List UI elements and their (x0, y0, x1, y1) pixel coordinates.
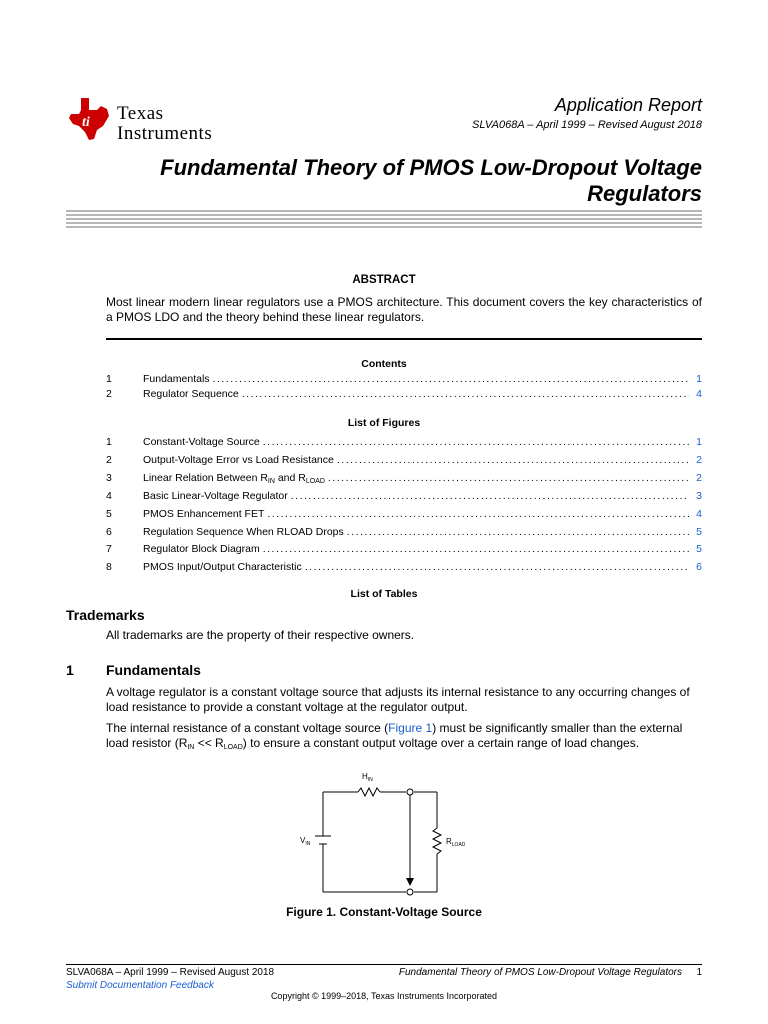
document-id: SLVA068A – April 1999 – Revised August 2018 (472, 119, 702, 131)
svg-text:HIN: $H_{IN}$ (362, 772, 373, 783)
page-link[interactable]: 5 (696, 526, 702, 538)
figure-list-row[interactable]: 6 Regulation Sequence When RLOAD Drops ..... 5 (106, 525, 702, 539)
page-link[interactable]: 5 (696, 543, 702, 555)
document-type: Application Report (554, 95, 702, 115)
page-link[interactable]: 1 (696, 436, 702, 448)
section-1-paragraph-2: The internal resistance of a constant voltage source (Figure 1) must be significantly smaller than the external load resistor $(R_{IN} << R_{LOAD})$ to ensure a constant output voltage over a certain range of load changes. (106, 721, 683, 751)
figure-1-caption: Figure 1. Constant-Voltage Source (286, 905, 482, 919)
figure-list-row[interactable]: 3 Linear Relation Between $R_{IN}$ and $R_{LOAD}$ ..... 2 (106, 471, 702, 485)
figure-list-row[interactable]: 2 Output-Voltage Error vs Load Resistance ..... 2 (106, 453, 702, 467)
header-rule (66, 226, 702, 228)
figure-list-row[interactable]: 4 Basic Linear-Voltage Regulator ..... 3 (106, 489, 702, 503)
page-title (82, 155, 702, 207)
toc-row[interactable]: 1 Fundamentals ..... 1 (106, 372, 702, 386)
page-link[interactable]: 4 (696, 388, 702, 400)
header-rule (66, 222, 702, 224)
feedback-link[interactable]: Submit Documentation Feedback (66, 980, 214, 991)
svg-text:VIN: $V_{IN}$ (300, 836, 311, 847)
header-rule (66, 218, 702, 220)
title-line-1: Fundamental Theory of PMOS Low-Dropout Voltage (160, 155, 702, 180)
copyright: Copyright © 1999–2018, Texas Instruments Incorporated (270, 991, 498, 1001)
title-line-2: Regulators (587, 181, 702, 206)
figures-heading: List of Figures (347, 417, 421, 429)
page-link[interactable]: 2 (696, 454, 702, 466)
texas-state-icon (67, 96, 111, 142)
page-link[interactable]: 6 (696, 561, 702, 573)
contents-heading: Contents (361, 358, 407, 370)
svg-text:ti: ti (82, 115, 90, 130)
trademarks-text: All trademarks are the property of their respective owners. (106, 628, 415, 642)
page-link[interactable]: 4 (696, 508, 702, 520)
header-rule (66, 214, 702, 216)
header-rule (66, 210, 702, 212)
figure-list-row[interactable]: 5 PMOS Enhancement FET ..... 4 (106, 507, 702, 521)
page-link[interactable]: 1 (696, 373, 702, 385)
constant-voltage-source-circuit (290, 768, 480, 898)
section-1-heading: 1 Fundamentals (66, 662, 201, 678)
abstract-heading: ABSTRACT (352, 274, 416, 286)
svg-text:RLOAD: $R_{LOAD}$ (446, 837, 466, 848)
figure-list-row[interactable]: 8 PMOS Input/Output Characteristic ..... 6 (106, 560, 702, 574)
figure-1-link[interactable]: Figure 1 (388, 721, 433, 735)
footer-title: Fundamental Theory of PMOS Low-Dropout Voltage Regulators (398, 967, 682, 978)
page-number: 1 (696, 967, 702, 978)
logo-line-1: Texas (117, 103, 164, 124)
footer-rule (66, 964, 702, 965)
figure-list-row[interactable]: 7 Regulator Block Diagram ..... 5 (106, 542, 702, 556)
abstract-text: Most linear modern linear regulators use a PMOS architecture. This document covers the key characteristics of a PMOS LDO and the theory behind these linear regulators. (106, 295, 702, 324)
footer-document-id: SLVA068A – April 1999 – Revised August 2018 (66, 967, 275, 978)
page-link[interactable]: 3 (696, 490, 702, 502)
abstract-rule (106, 338, 702, 340)
figure-list-row[interactable]: 1 Constant-Voltage Source ..... 1 (106, 435, 702, 449)
toc-row[interactable]: 2 Regulator Sequence ..... 4 (106, 387, 702, 401)
section-1-paragraph-1: A voltage regulator is a constant voltage source that adjusts its internal resistance to any occurring changes of load resistance to provide a constant voltage at the regulator output. (106, 685, 690, 714)
page-link[interactable]: 2 (696, 472, 702, 484)
tables-heading: List of Tables (350, 588, 418, 600)
logo-line-2: Instruments (117, 123, 213, 144)
ti-logo (67, 96, 267, 148)
